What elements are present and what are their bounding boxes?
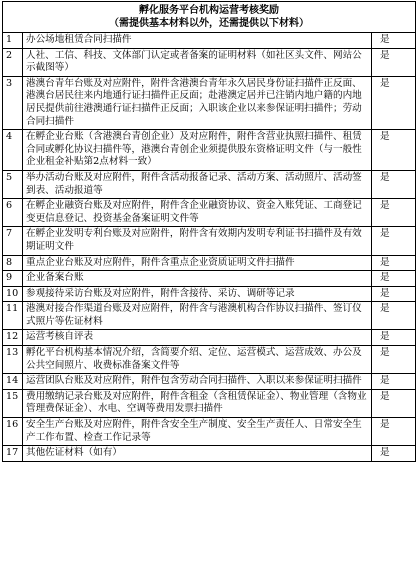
table-row [3,130,416,171]
material-description: 企业备案台账 [23,271,372,287]
table-row [3,346,416,374]
row-number: 7 [3,227,23,255]
table-row [3,76,416,129]
row-number: 11 [3,302,23,330]
material-description: 参观接待采访台账及对应附件，附件含接待、采访、调研等记录 [23,286,372,302]
required-flag: 是 [371,227,415,255]
row-number: 8 [3,255,23,271]
table-row [3,446,416,462]
row-number: 2 [3,48,23,76]
material-description: 孵化平台机构基本情况介绍，含简要介绍、定位、运营模式、运营成效、办公及公共空间照片、收费标准备案文件等 [23,346,372,374]
row-number: 10 [3,286,23,302]
table-row [3,33,416,49]
required-flag: 是 [371,374,415,390]
row-number: 5 [3,170,23,198]
row-number: 17 [3,446,23,462]
table-row [3,170,416,198]
row-number: 14 [3,374,23,390]
required-flag: 是 [371,286,415,302]
table-row [3,374,416,390]
material-description: 安全生产台账及对应附件，附件含安全生产制度、安全生产责任人、日常安全生产工作布置、检查工作记录等 [23,418,372,446]
table-row [3,271,416,287]
required-flag: 是 [371,271,415,287]
required-flag: 是 [371,389,415,417]
material-description: 其他佐证材料（如有） [23,446,372,462]
required-flag: 是 [371,302,415,330]
material-description: 人社、工信、科技、文体部门认定或者备案的证明材料（如社区头文件、网站公示截图等） [23,48,372,76]
table-row [3,330,416,346]
material-description: 运营考核自评表 [23,330,372,346]
requirements-table [2,1,416,462]
material-description: 重点企业台账及对应附件，附件含重点企业资质证明文件扫描件 [23,255,372,271]
row-number: 13 [3,346,23,374]
required-flag: 是 [371,48,415,76]
required-flag: 是 [371,33,415,49]
required-flag: 是 [371,170,415,198]
required-flag: 是 [371,346,415,374]
row-number: 12 [3,330,23,346]
table-row [3,199,416,227]
table-row [3,227,416,255]
row-number: 6 [3,199,23,227]
required-flag: 是 [371,199,415,227]
table-row [3,302,416,330]
required-flag: 是 [371,446,415,462]
required-flag: 是 [371,130,415,171]
table-title [3,2,416,33]
table-row [3,418,416,446]
title-row [3,2,416,33]
material-description: 运营团队台账及对应附件，附件包含劳动合同扫描件、入职以来参保证明扫描件 [23,374,372,390]
required-flag: 是 [371,330,415,346]
row-number: 3 [3,76,23,129]
row-number: 15 [3,389,23,417]
row-number: 4 [3,130,23,171]
required-flag: 是 [371,76,415,129]
table-row [3,48,416,76]
material-description: 办公场地租赁合同扫描件 [23,33,372,49]
table-row [3,286,416,302]
material-description: 在孵企业台账（含港澳台青创企业）及对应附件，附件含营业执照扫描件、租赁合同或孵化协议扫描件等，港澳台青创企业须提供股东资格证明文件（与一般性企业租金补贴第2点材料一致） [23,130,372,171]
material-description: 港澳对接合作渠道台账及对应附件，附件含与港澳机构合作协议扫描件、签订仪式照片等佐证材料 [23,302,372,330]
row-number: 9 [3,271,23,287]
required-flag: 是 [371,418,415,446]
material-description: 举办活动台账及对应附件，附件含活动报备记录、活动方案、活动照片、活动签到表、活动报道等 [23,170,372,198]
title-line-1: 孵化服务平台机构运营考核奖励 [139,5,279,16]
material-description: 在孵企业发明专利台账及对应附件，附件含有效期内发明专利证书扫描件及有效期证明文件 [23,227,372,255]
row-number: 1 [3,33,23,49]
title-line-2: （需提供基本材料以外，还需提供以下材料） [109,18,309,29]
material-description: 港澳台青年台账及对应附件，附件含港澳台青年永久居民身份证扫描件正反面、港澳台居民往来内地通行证扫描件正反面；赴港澳定居并已注销内地户籍的内地居民提供前往港澳通行证扫描件正反面；入职该企业以来参保证明扫描件；劳动合同扫描件 [23,76,372,129]
required-flag: 是 [371,255,415,271]
table-row [3,255,416,271]
table-row [3,389,416,417]
material-description: 费用缴纳记录台账及对应附件，附件含租金（含租赁保证金）、物业管理（含物业管理费保证金）、水电、空调等费用发票扫描件 [23,389,372,417]
row-number: 16 [3,418,23,446]
material-description: 在孵企业融资台账及对应附件，附件含企业融资协议、资金入账凭证、工商登记变更信息登记、投资基金备案证明文件等 [23,199,372,227]
